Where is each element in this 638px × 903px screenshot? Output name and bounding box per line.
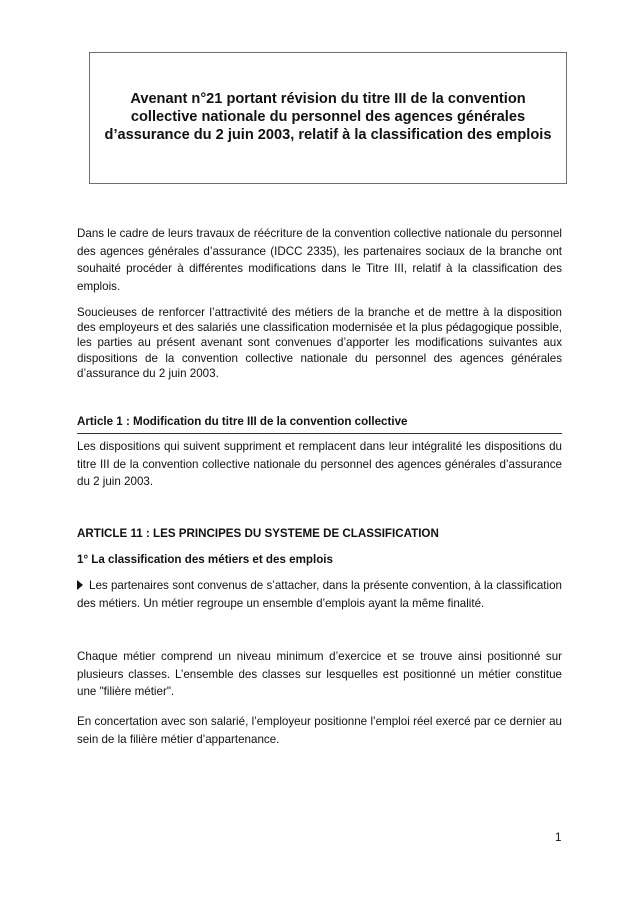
title-line-1: Avenant n°21 portant révision du titre III de la convention	[130, 91, 526, 107]
article-11-subheading: 1° La classification des métiers et des emplois	[77, 553, 333, 566]
article-11-paragraph-3: En concertation avec son salarié, l’employeur positionne l’emploi réel exercé par ce dernier au sein de la filière métier d’appartenance.	[77, 715, 562, 746]
article-1-text: Les dispositions qui suivent suppriment et remplacent dans leur intégralité les dispositions du titre III de la convention collective nationale du personnel des agences générales d’assurance du 2 juin 2003.	[77, 440, 562, 489]
title-box	[89, 52, 567, 184]
article-11-paragraph-2: Chaque métier comprend un niveau minimum d’exercice et se trouve ainsi positionné sur plusieurs classes. L’ensemble des classes sur lesquelles est positionné un métier constitue une "filière métier".	[77, 650, 562, 699]
bullet-arrow-icon	[77, 580, 83, 590]
page-number: 1	[555, 831, 562, 844]
article-11-heading: ARTICLE 11 : LES PRINCIPES DU SYSTEME DE CLASSIFICATION	[77, 527, 439, 540]
title-line-2: collective nationale du personnel des agences générales	[130, 109, 526, 125]
document-title	[90, 90, 566, 144]
article-1-rule	[77, 433, 562, 434]
intro-paragraph-2: Soucieuses de renforcer l’attractivité des métiers de la branche et de mettre à la disposition des employeurs et des salariés une classification modernisée et la plus pédagogique possible, les parties au présent avenant sont convenues d’apporter les modifications suivantes aux dispositions de la convention collective nationale du personnel des agences générales d’assurance du 2 juin 2003.	[77, 306, 562, 380]
article-1-heading: Article 1 : Modification du titre III de la convention collective	[77, 415, 408, 428]
title-line-3: d’assurance du 2 juin 2003, relatif à la classification des emplois	[104, 127, 552, 143]
article-11-paragraph-1	[77, 577, 562, 612]
article-11-paragraph-1-text: Les partenaires sont convenus de s’attacher, dans la présente convention, à la classification des métiers. Un métier regroupe un ensemble d’emplois ayant la même finalité.	[77, 579, 562, 610]
intro-paragraph-1: Dans le cadre de leurs travaux de réécriture de la convention collective nationale du personnel des agences générales d’assurance (IDCC 2335), les partenaires sociaux de la branche ont souhaité procéder à différentes modifications dans le Titre III, relatif à la classification des emplois.	[77, 227, 562, 293]
